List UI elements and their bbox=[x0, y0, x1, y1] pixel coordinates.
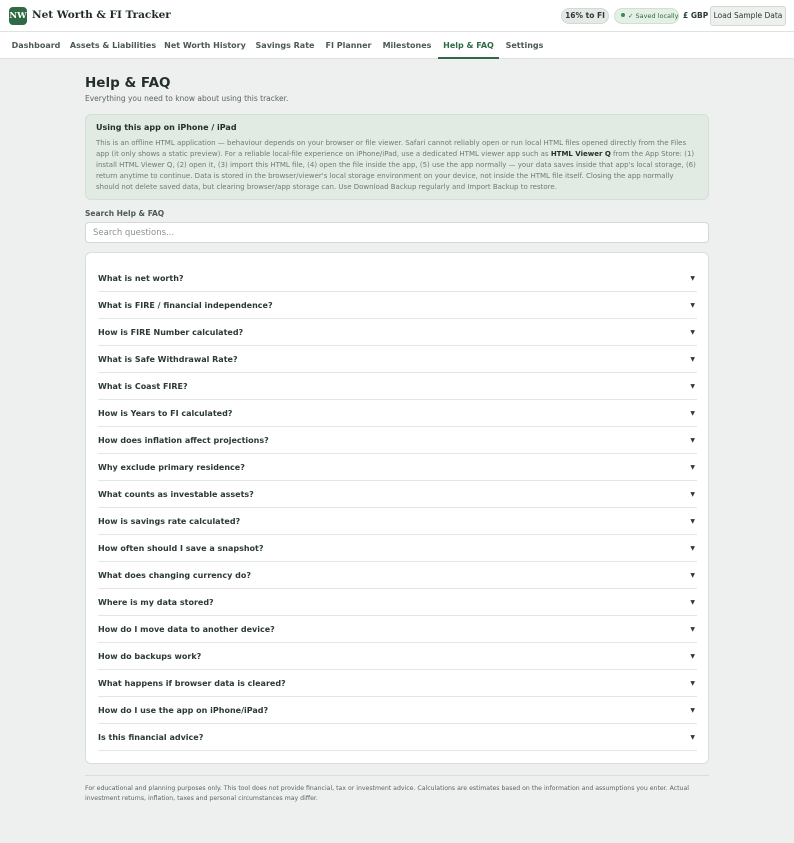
fi-progress-badge: 16% to FI bbox=[561, 8, 609, 24]
faq-question: How does inflation affect projections? bbox=[98, 435, 269, 445]
faq-item[interactable] bbox=[98, 724, 697, 751]
chevron-down-icon: ▼ bbox=[690, 328, 695, 336]
tab-fi-planner[interactable]: FI Planner bbox=[325, 41, 372, 50]
faq-item[interactable] bbox=[98, 697, 697, 724]
faq-item[interactable] bbox=[98, 616, 697, 643]
page-title: Help & FAQ bbox=[85, 75, 171, 91]
chevron-down-icon: ▼ bbox=[690, 679, 695, 687]
faq-item[interactable] bbox=[98, 589, 697, 616]
faq-item[interactable] bbox=[98, 454, 697, 481]
faq-item[interactable] bbox=[98, 535, 697, 562]
page-subtitle: Everything you need to know about using this tracker. bbox=[85, 94, 289, 103]
chevron-down-icon: ▼ bbox=[690, 490, 695, 498]
chevron-down-icon: ▼ bbox=[690, 706, 695, 714]
faq-question: What does changing currency do? bbox=[98, 570, 251, 580]
faq-question: How do I move data to another device? bbox=[98, 624, 275, 634]
faq-item[interactable] bbox=[98, 346, 697, 373]
iphone-notice bbox=[85, 114, 709, 200]
faq-question: What counts as investable assets? bbox=[98, 489, 254, 499]
faq-item[interactable] bbox=[98, 373, 697, 400]
faq-question: What is Safe Withdrawal Rate? bbox=[98, 354, 238, 364]
chevron-down-icon: ▼ bbox=[690, 625, 695, 633]
faq-item[interactable] bbox=[98, 481, 697, 508]
notice-text: This is an offline HTML application — behaviour depends on your browser or file viewer. Safari cannot reliably open or run local HTML files opened directly from the Files app (it only shows a static preview). For a reliable local-file experience on iPhone/iPad, use a dedicated HTML viewer app such as HTML Viewer Q from the App Store: (1) install HTML Viewer Q, (2) open it, (3) import this HTML file, (4) open the file inside the app, (5) use the app normally — your data saves inside that app's local storage, (6) return anytime to continue. Data is stored in the browser/viewer's local storage environment on your device, not inside the HTML file itself. Closing the app normally should not delete saved data, but clearing browser/app storage can. Use Download Backup regularly and Import Backup to restore. bbox=[96, 139, 696, 191]
load-sample-data-button[interactable]: Load Sample Data bbox=[710, 6, 786, 26]
faq-question: How often should I save a snapshot? bbox=[98, 543, 264, 553]
chevron-down-icon: ▼ bbox=[690, 409, 695, 417]
faq-question: What is Coast FIRE? bbox=[98, 381, 188, 391]
currency-indicator[interactable]: £ GBP bbox=[683, 11, 709, 20]
chevron-down-icon: ▼ bbox=[690, 355, 695, 363]
chevron-down-icon: ▼ bbox=[690, 544, 695, 552]
faq-list bbox=[98, 265, 697, 751]
faq-question: What happens if browser data is cleared? bbox=[98, 678, 286, 688]
faq-item[interactable] bbox=[98, 265, 697, 292]
faq-question: How do I use the app on iPhone/iPad? bbox=[98, 705, 269, 715]
faq-item[interactable] bbox=[98, 670, 697, 697]
chevron-down-icon: ▼ bbox=[690, 652, 695, 660]
faq-question: How is savings rate calculated? bbox=[98, 516, 241, 526]
main-nav bbox=[0, 32, 794, 59]
faq-question: How do backups work? bbox=[98, 651, 202, 661]
faq-item[interactable] bbox=[98, 562, 697, 589]
tab-milestones[interactable]: Milestones bbox=[382, 41, 432, 50]
saved-status-text: ✓ Saved locally bbox=[628, 12, 679, 20]
chevron-down-icon: ▼ bbox=[690, 382, 695, 390]
tab-help-faq[interactable]: Help & FAQ bbox=[438, 32, 499, 59]
faq-card bbox=[85, 252, 709, 764]
chevron-down-icon: ▼ bbox=[690, 517, 695, 525]
footer-divider bbox=[85, 775, 709, 776]
faq-item[interactable] bbox=[98, 292, 697, 319]
faq-question: What is net worth? bbox=[98, 273, 184, 283]
faq-item[interactable] bbox=[98, 643, 697, 670]
faq-question: Is this financial advice? bbox=[98, 732, 204, 742]
tab-settings[interactable]: Settings bbox=[505, 41, 544, 50]
app-logo: NW bbox=[9, 7, 27, 25]
faq-question: Where is my data stored? bbox=[98, 597, 214, 607]
faq-item[interactable] bbox=[98, 400, 697, 427]
search-label: Search Help & FAQ bbox=[85, 209, 165, 218]
footer-disclaimer: For educational and planning purposes only. This tool does not provide financial, tax or investment advice. Calculations are estimates based on the information and assumptions you enter. Actual investment returns, inflation, taxes and personal circumstances may differ. bbox=[85, 785, 689, 802]
chevron-down-icon: ▼ bbox=[690, 463, 695, 471]
faq-item[interactable] bbox=[98, 319, 697, 346]
notice-app-name: HTML Viewer Q bbox=[550, 150, 611, 158]
chevron-down-icon: ▼ bbox=[690, 274, 695, 282]
chevron-down-icon: ▼ bbox=[690, 571, 695, 579]
notice-title: Using this app on iPhone / iPad bbox=[96, 123, 237, 132]
faq-item[interactable] bbox=[98, 427, 697, 454]
saved-status-badge bbox=[614, 8, 679, 24]
faq-search-input[interactable] bbox=[85, 222, 709, 243]
faq-item[interactable] bbox=[98, 508, 697, 535]
faq-question: How is FIRE Number calculated? bbox=[98, 327, 244, 337]
faq-question: How is Years to FI calculated? bbox=[98, 408, 233, 418]
faq-question: What is FIRE / financial independence? bbox=[98, 300, 273, 310]
chevron-down-icon: ▼ bbox=[690, 301, 695, 309]
tab-savings-rate[interactable]: Savings Rate bbox=[255, 41, 315, 50]
chevron-down-icon: ▼ bbox=[690, 598, 695, 606]
tab-net-worth-history[interactable]: Net Worth History bbox=[164, 41, 246, 50]
top-bar bbox=[0, 0, 794, 32]
tab-dashboard[interactable]: Dashboard bbox=[11, 41, 61, 50]
app-title: Net Worth & FI Tracker bbox=[32, 9, 171, 21]
status-dot-icon bbox=[621, 13, 625, 17]
faq-question: Why exclude primary residence? bbox=[98, 462, 245, 472]
chevron-down-icon: ▼ bbox=[690, 436, 695, 444]
chevron-down-icon: ▼ bbox=[690, 733, 695, 741]
tab-assets-liabilities[interactable]: Assets & Liabilities bbox=[69, 41, 157, 50]
